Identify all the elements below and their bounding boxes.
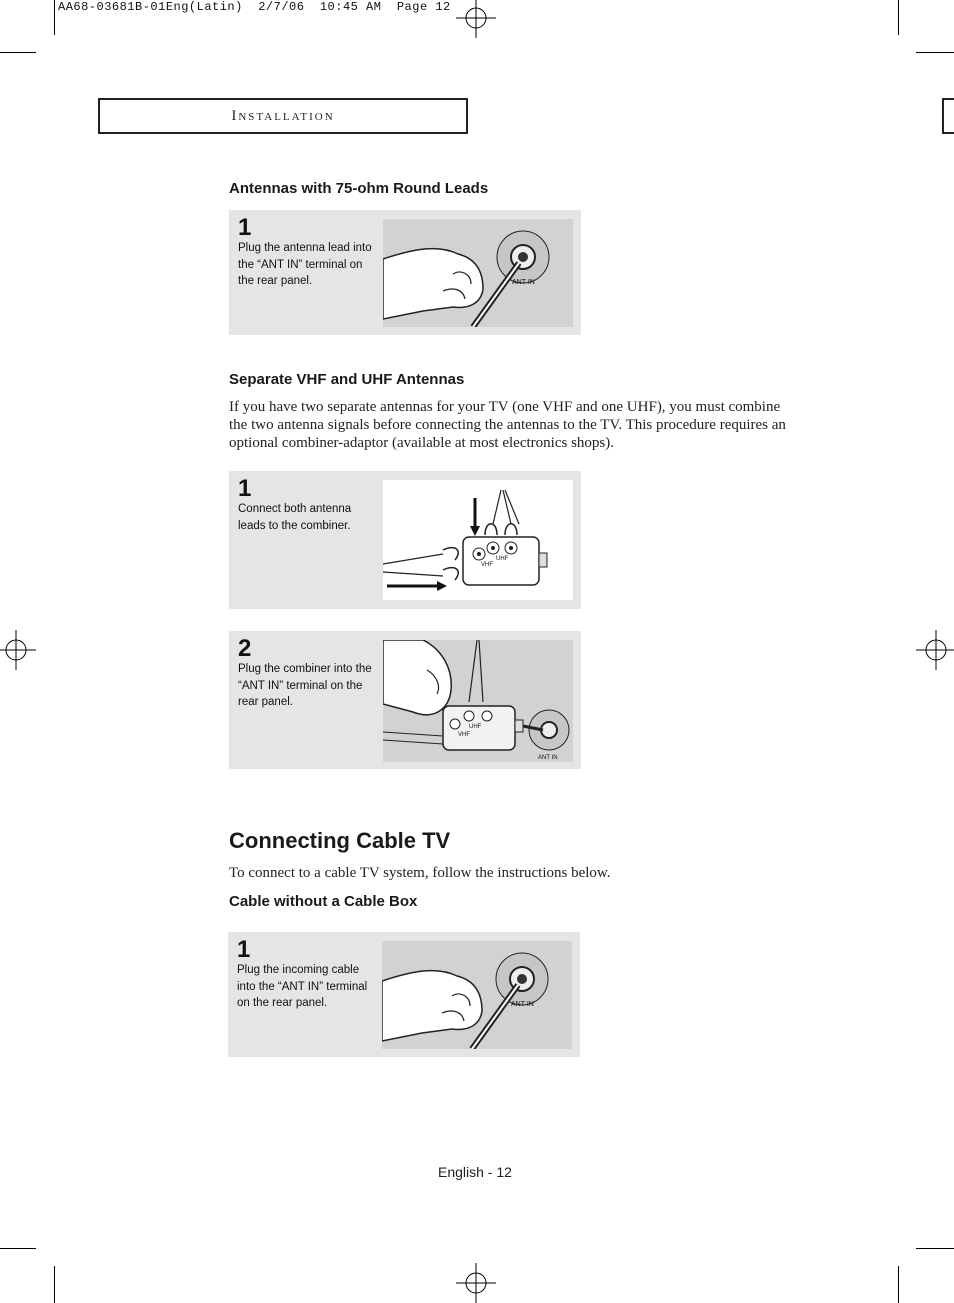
- heading-vhf-uhf: Separate VHF and UHF Antennas: [229, 371, 465, 388]
- step-card: [229, 471, 581, 609]
- hand-combiner-icon: [383, 640, 573, 762]
- heading-cable-without-box: Cable without a Cable Box: [229, 893, 418, 910]
- step-text: Plug the antenna lead into the “ANT IN” terminal on the rear panel.: [238, 242, 372, 287]
- registration-mark-icon: [456, 1263, 496, 1303]
- crop-mark: [0, 1248, 36, 1249]
- cable-intro: To connect to a cable TV system, follow the instructions below.: [229, 865, 611, 881]
- hand-plugging-cable-icon: [383, 219, 573, 327]
- step-number: 1: [238, 475, 252, 502]
- ant-in-label: ANT IN: [538, 755, 558, 761]
- uhf-label: UHF: [469, 724, 482, 730]
- vhf-uhf-paragraph: If you have two separate antennas for your TV (one VHF and one UHF), you must combine the two antenna signals before connecting the antennas to the TV. This procedure requires an optional combiner-adaptor (available at most electronics shops).: [229, 399, 786, 451]
- ant-in-label: ANT IN: [512, 279, 535, 286]
- step-number: 1: [237, 936, 251, 963]
- combiner-icon: [383, 480, 573, 600]
- registration-mark-icon: [0, 630, 36, 670]
- crop-mark: [54, 0, 55, 35]
- crop-mark: [898, 0, 899, 35]
- crop-mark: [54, 1266, 55, 1303]
- step-card: [228, 932, 580, 1057]
- section-tab: [98, 98, 468, 134]
- step-card: [229, 210, 581, 335]
- step-text: Connect both antenna leads to the combiner.: [238, 503, 352, 532]
- step-text: Plug the combiner into the “ANT IN” terminal on the rear panel.: [238, 663, 372, 708]
- step-text: Plug the incoming cable into the “ANT IN” terminal on the rear panel.: [237, 964, 368, 1009]
- step-number: 1: [238, 214, 252, 241]
- crop-mark: [0, 52, 36, 53]
- heading-75-ohm: Antennas with 75-ohm Round Leads: [229, 180, 489, 197]
- print-slug: AA68-03681B-01Eng(Latin) 2/7/06 10:45 AM Page 12: [58, 0, 451, 14]
- section-tab-label: Installation: [231, 107, 335, 124]
- uhf-label: UHF: [496, 556, 509, 562]
- step-card: [229, 631, 581, 769]
- side-tab-marker: [942, 98, 954, 134]
- ant-in-label: ANT IN: [511, 1001, 534, 1008]
- step-number: 2: [238, 635, 252, 662]
- crop-mark: [898, 1266, 899, 1303]
- vhf-label: VHF: [458, 732, 470, 738]
- hand-plugging-cable-icon: [382, 941, 572, 1049]
- crop-mark: [916, 1248, 954, 1249]
- vhf-label: VHF: [481, 562, 493, 568]
- registration-mark-icon: [916, 630, 954, 670]
- page-number: English - 12: [438, 1164, 512, 1180]
- registration-mark-icon: [456, 0, 496, 38]
- page-title: Connecting Cable TV: [229, 828, 451, 853]
- crop-mark: [916, 52, 954, 53]
